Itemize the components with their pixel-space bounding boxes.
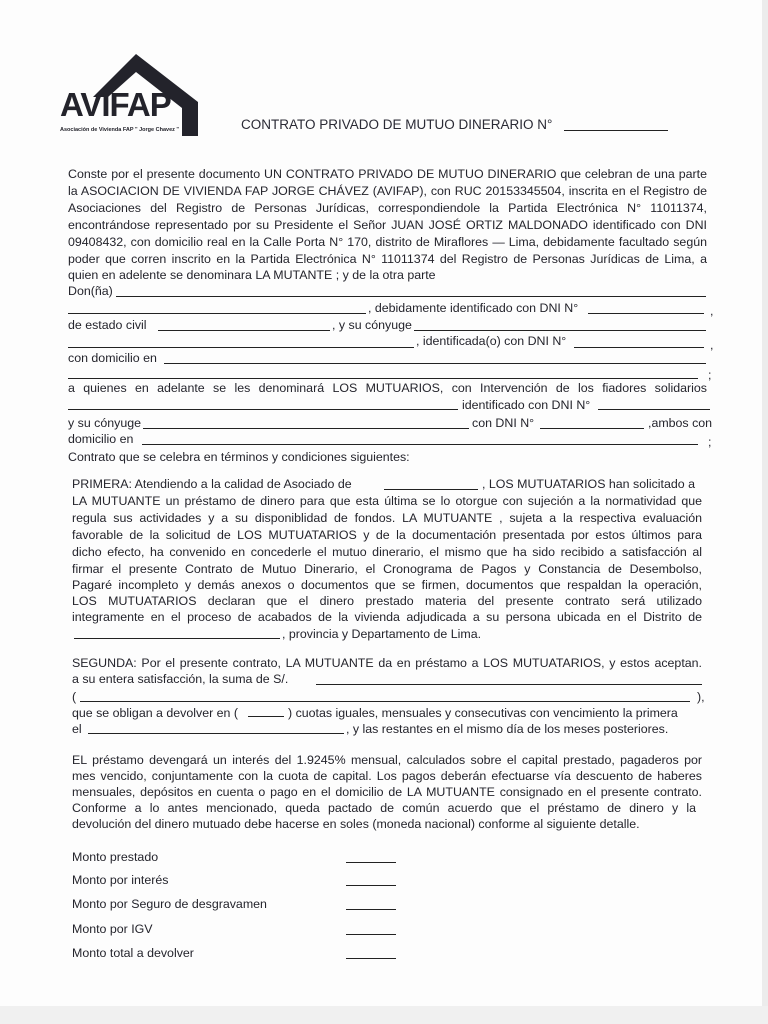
asociado-field[interactable]	[384, 489, 478, 490]
monto-total-label: Monto total a devolver	[72, 946, 194, 960]
interes-line: mensuales, depósitos en cuenta o pago en el domicilio de LA MUTUANTE consignado en el presente contrato.	[72, 785, 702, 799]
contract-title	[241, 117, 668, 132]
primera-line: dicho efecto, ha convenido en concederle el mutuo dinerario, el mismo que ha sido recibido a satisfacción al	[72, 545, 702, 559]
fiador-field[interactable]	[68, 409, 458, 410]
comma: ,	[710, 304, 714, 318]
monto-prestado-label: Monto prestado	[72, 850, 159, 864]
primera-line: regula sus actividades y a su disponiblidad de fondos. LA MUTUANTE , sujeta a la respectiva evaluación	[72, 511, 702, 525]
monto-interes-label: Monto por interés	[72, 873, 169, 887]
intro-line: poder que corren inscrito en la Partida Electrónica N° 11011374 del Registro de Personas Jurídicas de Lima, a	[68, 252, 707, 266]
monto-total-field[interactable]	[346, 958, 396, 959]
scan-edge	[762, 0, 768, 1024]
semicolon: ;	[708, 435, 712, 449]
estado-civil-label: de estado civil	[68, 318, 147, 332]
intro-line: la ASOCIACION DE VIVIENDA FAP JORGE CHÁVEZ (AVIFAP), con RUC 20153345504, inscrita en el Registro de	[68, 184, 707, 198]
primera-line: , provincia y Departamento de Lima.	[282, 627, 482, 641]
fecha-field[interactable]	[88, 733, 344, 734]
primera-line: integramente en el proceso de acabados de la vivienda adjudicada a su persona ubicada en el Distrito de	[72, 610, 702, 624]
estado-civil-field[interactable]	[158, 330, 330, 331]
condiciones-text: Contrato que se celebra en términos y condiciones siguientes:	[68, 450, 410, 464]
dni2-field[interactable]	[574, 347, 704, 348]
domicilio1-field[interactable]	[164, 363, 706, 364]
dni2-label: , identificada(o) con DNI N°	[416, 334, 567, 348]
avifap-logo	[58, 52, 208, 142]
dni4-label: con DNI N°	[472, 416, 535, 430]
domicilio1-field-cont[interactable]	[68, 378, 698, 379]
paren-close: ),	[697, 690, 705, 704]
interes-line: mes vencido, conjuntamente con la cuota de capital. Los pagos deberán efectuarse vía descuento de haberes	[72, 769, 702, 783]
monto-seguro-label: Monto por Seguro de desgravamen	[72, 897, 267, 911]
segunda-line: ) cuotas iguales, mensuales y consecutivas con vencimiento la primera	[288, 706, 678, 720]
conyuge2-label: y su cónyuge	[68, 416, 142, 430]
intro-line: Conste por el presente documento UN CONTRATO PRIVADO DE MUTUO DINERARIO que celebran de una parte	[68, 167, 707, 181]
segunda-line: SEGUNDA: Por el presente contrato, LA MUTUANTE da en préstamo a LOS MUTUATARIOS, y estos aceptan.	[72, 656, 702, 670]
dni3-label: identificado con DNI N°	[462, 398, 591, 412]
monto-prestado-field[interactable]	[346, 862, 396, 863]
segunda-line: el	[72, 722, 82, 736]
scan-bottom-edge	[0, 1006, 768, 1024]
donfia-field-cont[interactable]	[68, 313, 366, 314]
dni4-field[interactable]	[540, 428, 644, 429]
intro-line: Asociaciones del Registro de Personas Jurídicas, correspondiendole la Partida Electrónica N° 11011374,	[68, 201, 707, 215]
conyuge2-field[interactable]	[143, 428, 469, 429]
suma-letras-field[interactable]	[80, 701, 690, 702]
conyuge-label: , y su cónyuge	[332, 318, 412, 332]
cuotas-field[interactable]	[248, 716, 284, 717]
dni3-field[interactable]	[598, 409, 710, 410]
comma: ,	[710, 338, 714, 352]
monto-seguro-field[interactable]	[346, 909, 396, 910]
primera-line: , LOS MUTUATARIOS han solicitado a	[482, 477, 696, 491]
intro-line: encontrándose representado por su Presidente el Señor JUAN JOSÉ ORTIZ MALDONADO identificado con DNI	[68, 218, 707, 232]
interes-line: devolución del dinero mutuado debe hacerse en soles (moneda nacional) conforme al siguiente detalle.	[72, 817, 640, 831]
segunda-line: que se obligan a devolver en (	[72, 706, 239, 720]
interes-line: Conforme a lo antes mencionado, queda pactado de común acuerdo que el préstamo de dinero y la	[72, 801, 696, 815]
title-text: CONTRATO PRIVADO DE MUTUO DINERARIO N°	[241, 117, 553, 132]
conyuge-field[interactable]	[414, 330, 706, 331]
segunda-line: , y las restantes en el mismo día de los meses posteriores.	[346, 722, 669, 736]
monto-igv-label: Monto por IGV	[72, 922, 153, 936]
logo-subtitle: Asociación de Vivienda FAP " Jorge Chavez "	[60, 127, 180, 133]
primera-line: PRIMERA: Atendiendo a la calidad de Asociado de	[72, 477, 352, 491]
interes-line: EL préstamo devengará un interés del 1.9245% mensual, calculados sobre el capital prestado, pagaderos por	[72, 753, 702, 767]
dni1-field[interactable]	[588, 313, 704, 314]
primera-line: LOS MUTUATARIOS declaran que el dinero prestado materia del presente contrato será utilizado	[72, 594, 702, 608]
suma-field[interactable]	[316, 684, 702, 685]
primera-line: favorable de la solicitud de LOS MUTUATARIOS y de la documentación presentada por estos últimos para	[72, 528, 702, 542]
segunda-line: a su entera satisfacción, la suma de S/.	[72, 672, 289, 686]
ambos-label: ,ambos con	[648, 416, 713, 430]
contract-number-field[interactable]	[564, 130, 668, 131]
paren-open: (	[72, 690, 77, 704]
primera-line: Pagaré incompleto y demás anexos o documentos que se firmen, documentos que respaldan la operación,	[72, 578, 702, 592]
mutuarios-text: a quienes en adelante se les denominará LOS MUTUARIOS, con Intervención de los fiadores solidarios	[68, 381, 707, 395]
monto-interes-field[interactable]	[346, 885, 396, 886]
dni1-label: , debidamente identificado con DNI N°	[368, 301, 579, 315]
intro-line: quien en adelente se denominara LA MUTANTE ; y de la otra parte	[68, 268, 436, 282]
donfia-label: Don(ña)	[68, 284, 113, 298]
domicilio2-label: domicilio en	[68, 432, 134, 446]
monto-igv-field[interactable]	[346, 934, 396, 935]
primera-line: firmar el presente Contrato de Mutuo Dinerario, el Cronograma de Pagos y Constancia de Desembolso,	[72, 562, 702, 576]
distrito-field[interactable]	[74, 638, 280, 639]
domicilio2-field[interactable]	[142, 444, 698, 445]
domicilio1-label: con domicilio en	[68, 351, 157, 365]
primera-line: LA MUTUANTE un préstamo de dinero para que esta última se lo otorgue con sujeción a la normatividad que	[72, 494, 702, 508]
conyuge-field-cont[interactable]	[68, 347, 414, 348]
logo-text: AVIFAP	[60, 86, 171, 123]
semicolon: ;	[708, 368, 712, 382]
donfia-field[interactable]	[116, 296, 706, 297]
intro-line: 09408432, con domicilio real en la Calle Porta N° 170, distrito de Miraflores — Lima, debidamente facultado según	[68, 235, 707, 249]
